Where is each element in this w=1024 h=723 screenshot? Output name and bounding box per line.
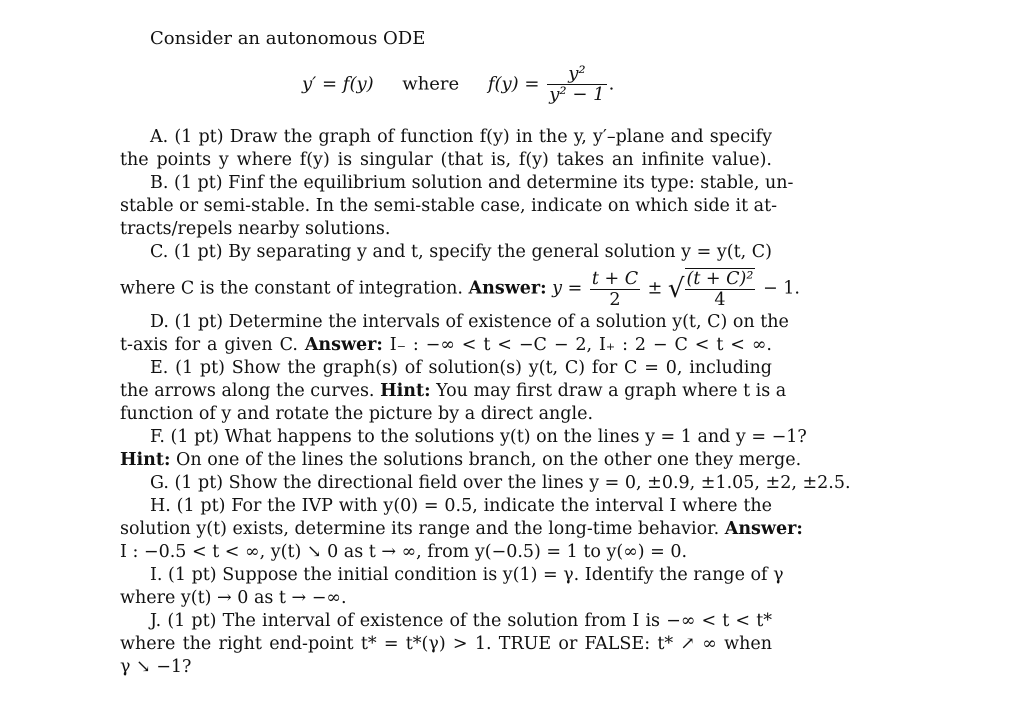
part-c-frac2-den: 4	[714, 290, 726, 310]
part-j-line-3: γ ↘ −1?	[120, 657, 192, 677]
part-e-line-3: function of y and rotate the picture by a direct angle.	[120, 404, 594, 424]
part-c-pm: ±	[647, 278, 663, 299]
ode-lhs: y′ = f(y)	[302, 73, 374, 95]
part-c-frac1-num: t + C	[591, 268, 639, 289]
part-h-line-1: H. (1 pt) For the IVP with y(0) = 0.5, indicate the interval I where the	[150, 496, 772, 516]
part-d-line-1: D. (1 pt) Determine the intervals of existence of a solution y(t, C) on the	[150, 312, 789, 332]
part-f-hint-label: Hint:	[120, 450, 171, 470]
part-a-line-2: the points y where f(y) is singular (that is, f(y) takes an infinite value).	[120, 150, 772, 170]
part-i-line-2: where y(t) → 0 as t → −∞.	[120, 588, 347, 608]
part-c-frac2-num: (t + C)²	[686, 269, 754, 289]
ode-equation	[302, 64, 614, 105]
part-h-line-2	[120, 518, 803, 541]
part-e-line-2	[120, 380, 787, 403]
part-d-post: I₋ : −∞ < t < −C − 2, I₊ : 2 − C < t < ∞.	[389, 335, 772, 355]
part-j-line-2: where the right end-point t* = t*(γ) > 1. TRUE or FALSE: t* ↗ ∞ when	[120, 634, 772, 654]
ode-fraction	[547, 64, 606, 105]
part-c-fraction-2	[685, 268, 756, 310]
ode-fdef: f(y) =	[487, 73, 540, 95]
part-j-line-1: J. (1 pt) The interval of existence of the solution from I is −∞ < t < t*	[150, 611, 772, 631]
part-a-line-1: A. (1 pt) Draw the graph of function f(y) in the y, y′–plane and specify	[150, 127, 772, 147]
part-f-line-1: F. (1 pt) What happens to the solutions y(t) on the lines y = 1 and y = −1?	[150, 427, 807, 447]
part-c-y: y =	[552, 278, 583, 299]
part-b-line-1: B. (1 pt) Finf the equilibrium solution and determine its type: stable, un-	[150, 173, 794, 193]
part-d-answer-label: Answer:	[304, 335, 383, 355]
part-f-post: On one of the lines the solutions branch, on the other one they merge.	[176, 450, 802, 470]
part-d-pre: t-axis for a given C.	[120, 335, 298, 355]
part-c-prefix: where C is the constant of integration.	[120, 278, 463, 299]
part-d-line-2	[120, 334, 772, 357]
part-c-line-1: C. (1 pt) By separating y and t, specify the general solution y = y(t, C)	[150, 242, 772, 262]
ode-where: where	[402, 73, 460, 95]
part-e-line-1: E. (1 pt) Show the graph(s) of solution(s) y(t, C) for C = 0, including	[150, 358, 772, 378]
part-h-answer-label: Answer:	[724, 519, 803, 539]
ode-numerator: y²	[547, 64, 606, 85]
part-i-line-1: I. (1 pt) Suppose the initial condition is y(1) = γ. Identify the range of γ	[150, 565, 784, 585]
part-h-line-3: I : −0.5 < t < ∞, y(t) ↘ 0 as t → ∞, from y(−0.5) = 1 to y(∞) = 0.	[120, 542, 688, 562]
part-b-line-2: stable or semi-stable. In the semi-stable case, indicate on which side it at-	[120, 196, 778, 216]
part-c-fraction-1	[590, 269, 640, 310]
part-c-answer-label: Answer:	[468, 278, 547, 299]
part-c-end: − 1.	[762, 278, 800, 299]
part-c-answer-line	[120, 268, 800, 310]
part-e-hint-label: Hint:	[380, 381, 431, 401]
part-c-frac1-den: 2	[609, 289, 621, 310]
ode-end: .	[608, 73, 615, 95]
intro-text: Consider an autonomous ODE	[150, 28, 426, 49]
part-b-line-3: tracts/repels nearby solutions.	[120, 219, 391, 239]
ode-denominator: y² − 1	[549, 84, 605, 105]
part-e-post: You may first draw a graph where t is a	[436, 381, 787, 401]
part-f-line-2	[120, 449, 802, 472]
part-h-pre: solution y(t) exists, determine its range and the long-time behavior.	[120, 519, 720, 539]
part-g-line-1: G. (1 pt) Show the directional field over the lines y = 0, ±0.9, ±1.05, ±2, ±2.5.	[150, 473, 851, 493]
part-e-pre: the arrows along the curves.	[120, 381, 375, 401]
sqrt-sign-icon: √	[667, 274, 685, 304]
